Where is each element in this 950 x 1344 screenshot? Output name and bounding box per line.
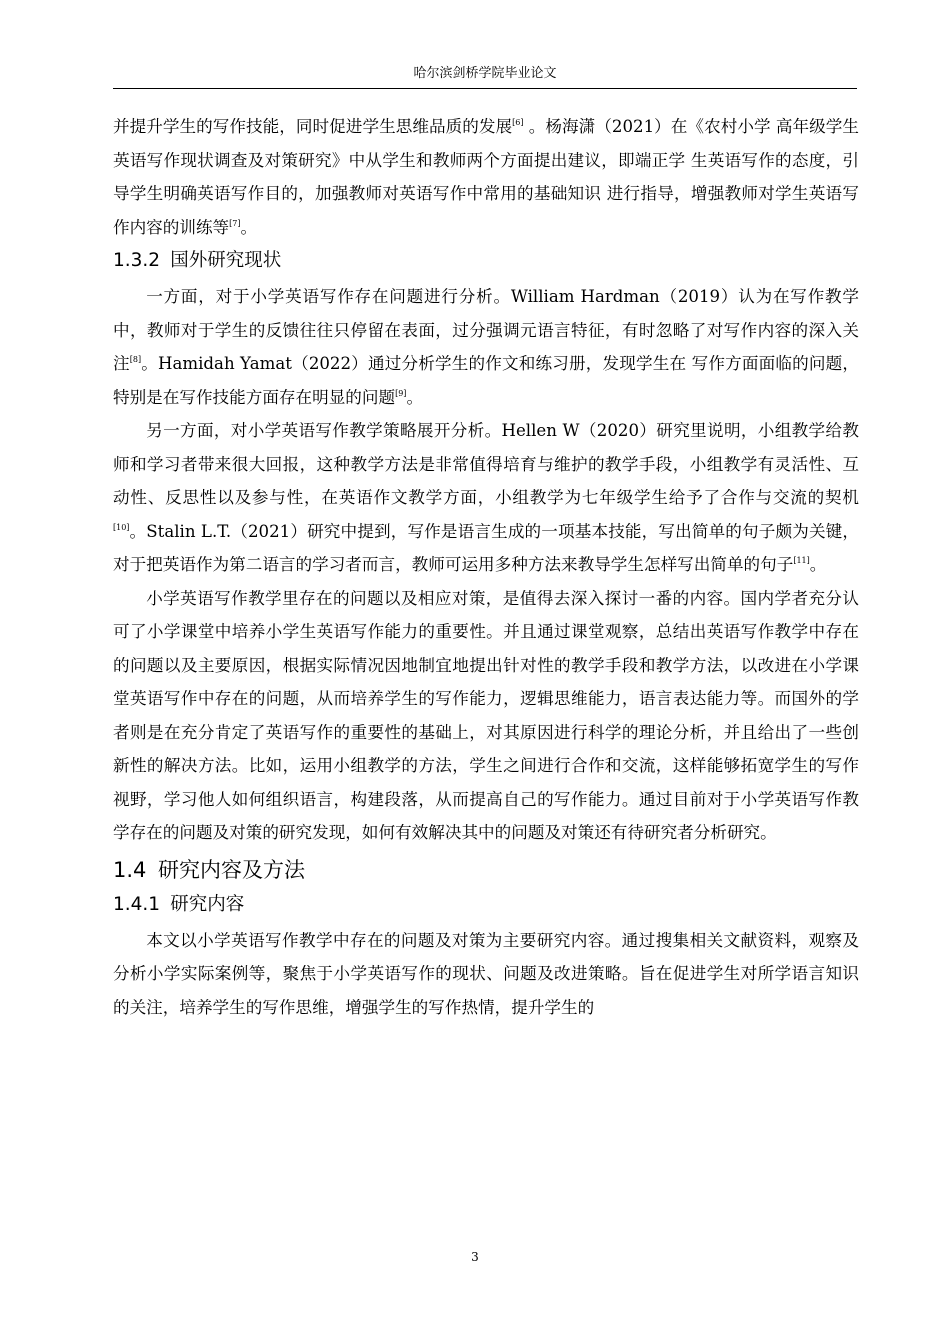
paragraph-text: 。杨海潇（2021）在《农村小学 高年级学生英语写作现状调查及对策研究》中从学生和教师两个方面提出建议，即端正学 生英语写作的态度，引导学生明确英语写作目的，加强教师对英语写作中常用的基础知识 进行指导，增强教师对学生英语写作内容的训练等 [113, 117, 860, 237]
citation-ref: [10] [113, 522, 130, 532]
section-heading-1-3-2 [113, 248, 859, 274]
citation-ref: [7] [229, 218, 241, 228]
paragraph-text: 。Stalin L.T.（2021）研究中提到，写作是语言生成的一项基本技能，写出简单的句子颇为关键，对于把英语作为第二语言的学习者而言，教师可运用多种方法来教导学生怎样写出简单的句子 [113, 521, 859, 574]
paragraph: 小学英语写作教学里存在的问题以及相应对策，是值得去深入探讨一番的内容。国内学者充分认可了小学课堂中培养小学生英语写作能力的重要性。并且通过课堂观察，总结出英语写作教学中存在的问题以及主要原因，根据实际情况因地制宜地提出针对性的教学手段和教学方法，以改进在小学课堂英语写作中存在的问题，从而培养学生的写作能力，逻辑思维能力，语言表达能力等。而国外的学者则是在充分肯定了英语写作的重要性的基础上，对其原因进行科学的理论分析，并且给出了一些创新性的解决方法。比如，运用小组教学的方法，学生之间进行合作和交流，这样能够拓宽学生的写作视野，学习他人如何组织语言，构建段落，从而提高自己的写作能力。通过目前对于小学英语写作教学存在的问题及对策的研究发现，如何有效解决其中的问题及对策还有待研究者分析研究。 [113, 588, 859, 842]
paragraph-text: 另一方面，对小学英语写作教学策略展开分析。Hellen W（2020）研究里说明，小组教学给教师和学习者带来很大回报，这种教学方法是非常值得培育与维护的教学手段，小组教学有灵活性、互动性、反思性以及参与性，在英语作文教学方面，小组教学为七年级学生给予了合作与交流的契机 [113, 421, 859, 507]
citation-ref: [11] [793, 556, 810, 565]
section-heading-1-4-1 [113, 892, 859, 918]
paragraph-text: 。 [406, 387, 424, 407]
citation-ref: [6] [512, 118, 524, 127]
paragraph [113, 414, 859, 582]
section-title: 研究内容及方法 [157, 857, 305, 882]
section-number: 1.4 [113, 857, 147, 882]
page-body [113, 110, 859, 1024]
paragraph-text: 并提升学生的写作技能，同时促进学生思维品质的发展 [113, 117, 513, 136]
section-title: 国外研究现状 [170, 250, 282, 271]
page-header [113, 66, 857, 89]
section-title: 研究内容 [170, 893, 245, 915]
citation-ref: [9] [395, 388, 407, 398]
paragraph-text: 一方面，对于小学英语写作存在问题进行分析。William Hardman（2019）认为在写作教学中，教师对于学生的反馈往往只停留在表面，过分强调元语言特征，有时忽略了对写作内容的深入关注 [113, 287, 859, 373]
page-number: 3 [471, 1250, 479, 1264]
paragraph [113, 280, 859, 414]
paragraph [113, 110, 859, 244]
paragraph-text: 。Hamidah Yamat（2022）通过分析学生的作文和练习册，发现学生在 写作方面面临的问题，特别是在写作技能方面存在明显的问题 [113, 354, 860, 407]
paragraph-text: 。 [240, 217, 258, 237]
section-number: 1.4.1 [113, 893, 161, 915]
page-footer [0, 1250, 950, 1264]
citation-ref: [8] [129, 355, 142, 364]
paragraph-text: 。 [809, 555, 827, 574]
section-number: 1.3.2 [113, 250, 161, 271]
paragraph: 本文以小学英语写作教学中存在的问题及对策为主要研究内容。通过搜集相关文献资料，观察及分析小学实际案例等，聚焦于小学英语写作的现状、问题及改进策略。旨在促进学生对所学语言知识的关注，培养学生的写作思维，增强学生的写作热情，提升学生的 [113, 930, 859, 1017]
section-heading-1-4 [113, 856, 859, 884]
header-title: 哈尔滨剑桥学院毕业论文 [413, 66, 557, 81]
